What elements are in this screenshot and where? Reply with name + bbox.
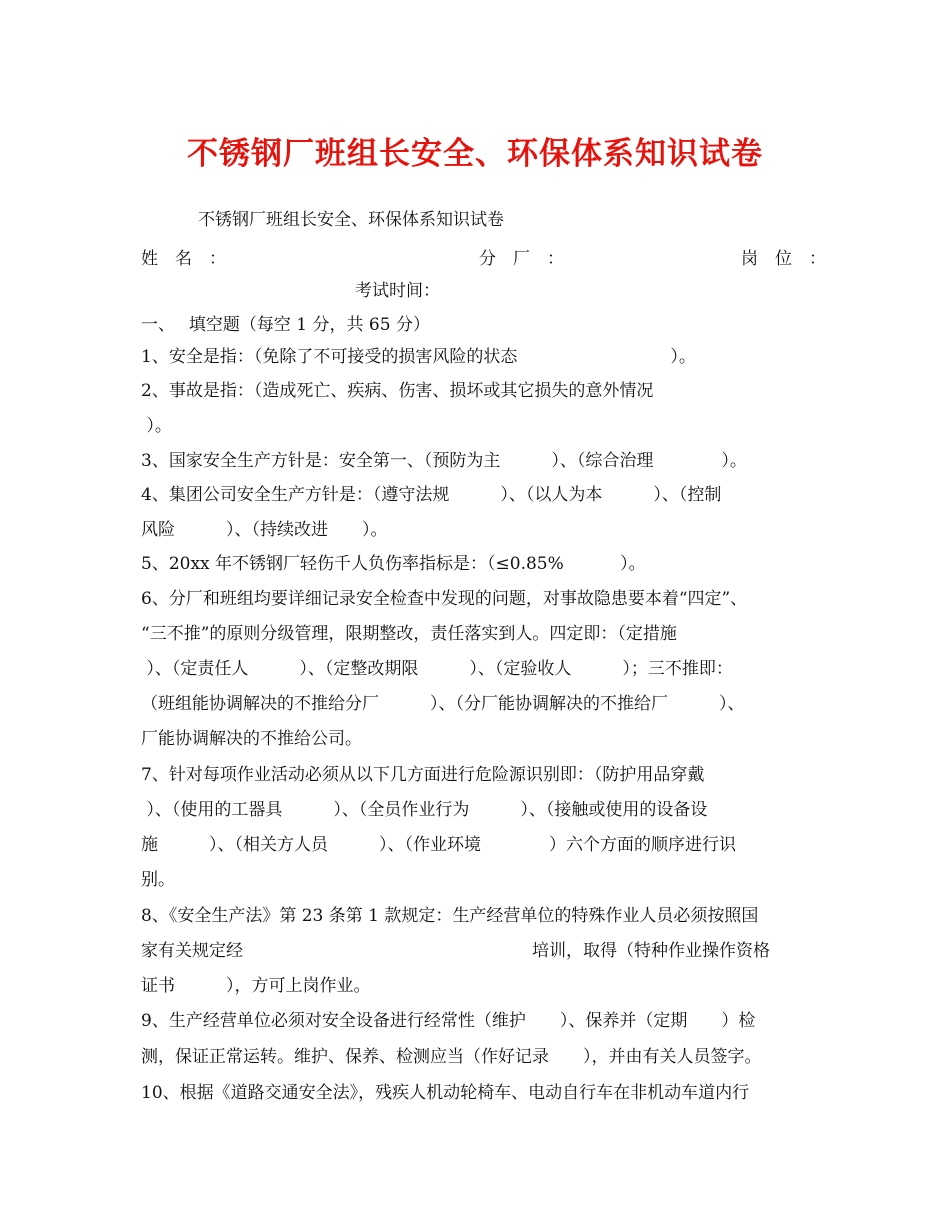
question-line: 5、20xx 年不锈钢厂轻伤千人负伤率指标是：（≤0.85% ）。 xyxy=(141,554,646,574)
question-line: ）、（定责任人 ）、（定整改期限 ）、（定验收人 ）；三不推即： xyxy=(141,659,733,679)
question-line: 施 ）、（相关方人员 ）、（作业环境 ）六个方面的顺序进行识 xyxy=(141,835,736,855)
question-line: ）、（使用的工器具 ）、（全员作业行为 ）、（接触或使用的设备设 xyxy=(141,800,708,820)
question-line: 1、安全是指：（免除了不可接受的损害风险的状态 ）。 xyxy=(141,347,696,367)
exam-time: 考试时间： xyxy=(355,281,440,301)
question-line: 4、集团公司安全生产方针是：（遵守法规 ）、（以人为本 ）、（控制 xyxy=(141,485,722,505)
question-line: 家有关规定经 培训，取得（特种作业操作资格 xyxy=(141,941,770,961)
question-line: 10、根据《道路交通安全法》，残疾人机动轮椅车、电动自行车在非机动车道内行 xyxy=(141,1083,750,1103)
subtitle: 不锈钢厂班组长安全、环保体系知识试卷 xyxy=(198,210,504,230)
question-line: 证书 ），方可上岗作业。 xyxy=(141,976,371,996)
question-line: 测，保证正常运转。维护、保养、检测应当（作好记录 ），并由有关人员签字。 xyxy=(141,1047,762,1067)
name-label: 姓 名 ： xyxy=(141,249,226,269)
post-label: 岗 位 ： xyxy=(741,249,826,269)
question-line: 厂能协调解决的不推给公司。 xyxy=(141,729,362,749)
page-title: 不锈钢厂班组长安全、环保体系知识试卷 xyxy=(187,136,763,172)
question-line: 别。 xyxy=(141,870,175,890)
question-line: 8、《安全生产法》第 23 条第 1 款规定：生产经营单位的特殊作业人员必须按照国 xyxy=(141,906,759,926)
question-line: 风险 ）、（持续改进 ）。 xyxy=(141,520,388,540)
question-line: 7、针对每项作业活动必须从以下几方面进行危险源识别即：（防护用品穿戴 xyxy=(141,765,705,785)
question-line: 9、生产经营单位必须对安全设备进行经常性（维护 ）、保养并（定期 ）检 xyxy=(141,1011,756,1031)
question-line: “三不推”的原则分级管理，限期整改，责任落实到人。四定即：（定措施 xyxy=(141,624,677,644)
question-line: 一、 填空题（每空 1 分，共 65 分） xyxy=(141,315,430,335)
question-line: 6、分厂和班组均要详细记录安全检查中发现的问题，对事故隐患要本着“四定”、 xyxy=(141,589,748,609)
info-row xyxy=(141,244,826,269)
branch-label: 分 厂 ： xyxy=(479,249,564,269)
question-line: 3、国家安全生产方针是：安全第一、（预防为主 ）、（综合治理 ）。 xyxy=(141,451,747,471)
question-line: ）。 xyxy=(141,416,172,436)
question-line: 2、事故是指：（造成死亡、疾病、伤害、损坏或其它损失的意外情况 xyxy=(141,381,654,401)
question-line: （班组能协调解决的不推给分厂 ）、（分厂能协调解决的不推给厂 ）、 xyxy=(141,694,745,714)
